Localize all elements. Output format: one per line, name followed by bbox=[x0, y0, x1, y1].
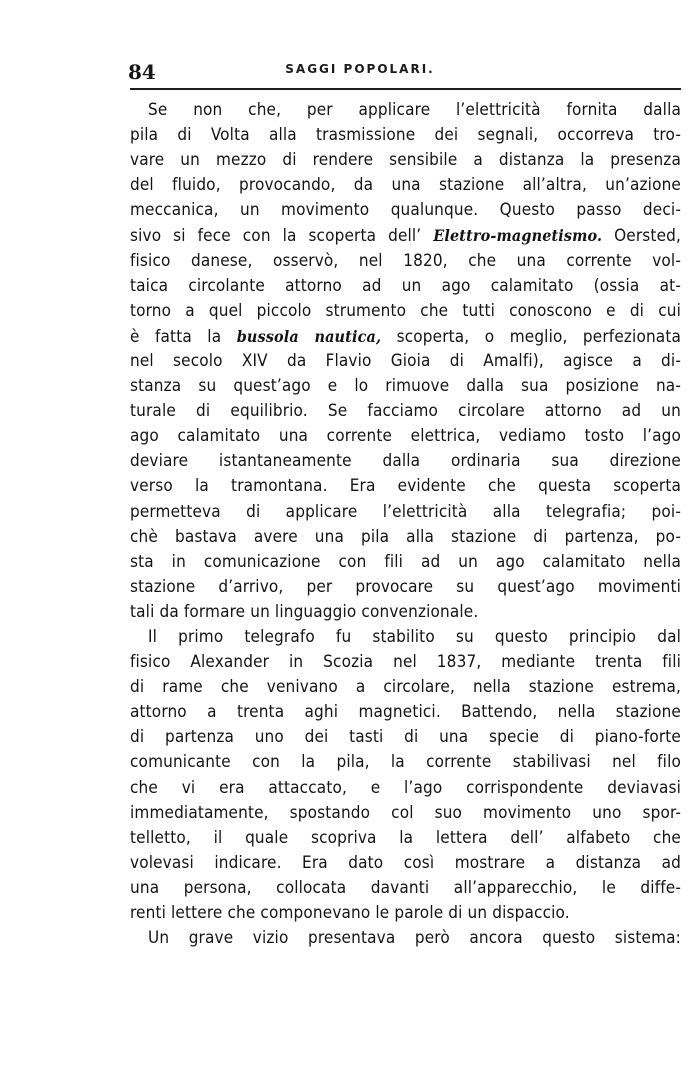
text-span: telletto, il quale scopriva la lettera dell’ alfabeto che bbox=[130, 827, 681, 848]
text-span: Un grave vizio presentava però ancora questo sistema: bbox=[148, 928, 681, 949]
text-line bbox=[130, 449, 681, 474]
text-line bbox=[130, 926, 681, 951]
text-span: di rame che venivano a circolare, nella stazione estrema, bbox=[130, 677, 681, 698]
text-line bbox=[130, 600, 681, 625]
text-line bbox=[130, 299, 681, 324]
text-span: turale di equilibrio. Se facciamo circolare attorno ad un bbox=[130, 401, 681, 422]
text-span: comunicante con la pila, la corrente stabilivasi nel filo bbox=[130, 752, 681, 773]
text-line bbox=[130, 399, 681, 424]
text-span: sta in comunicazione con fili ad un ago calamitato nella bbox=[130, 551, 681, 572]
text-line bbox=[130, 901, 681, 926]
text-line bbox=[130, 750, 681, 775]
header-rule bbox=[130, 88, 681, 90]
text-span: Se non che, per applicare l’elettricità fornita dalla bbox=[148, 100, 681, 120]
text-line bbox=[130, 500, 681, 525]
text-span: sivo si fece con la scoperta dell’ bbox=[130, 226, 434, 247]
text-span: tali da formare un linguaggio convenzionale. bbox=[130, 601, 479, 622]
text-span: renti lettere che componevano le parole di un dispaccio. bbox=[130, 903, 570, 923]
text-span: del fluido, provocando, da una stazione all’altra, un’azione bbox=[130, 175, 681, 196]
text-line bbox=[130, 249, 681, 274]
text-line bbox=[130, 123, 681, 148]
text-span: di partenza uno dei tasti di una specie di piano-forte bbox=[130, 727, 681, 748]
text-line bbox=[130, 575, 681, 600]
italic-phrase: Elettro-magnetismo. bbox=[433, 226, 603, 246]
text-span: vare un mezzo di rendere sensibile a distanza la presenza bbox=[130, 150, 681, 171]
text-line bbox=[130, 725, 681, 750]
text-span: fisico Alexander in Scozia nel 1837, mediante trenta fili bbox=[130, 652, 681, 673]
text-line bbox=[130, 274, 681, 299]
text-line bbox=[130, 525, 681, 550]
text-line bbox=[130, 223, 681, 248]
text-line bbox=[130, 700, 681, 725]
text-line bbox=[130, 675, 681, 700]
italic-phrase: bussola nautica, bbox=[236, 326, 382, 346]
body-text bbox=[130, 98, 681, 951]
text-line bbox=[130, 625, 681, 650]
text-line bbox=[130, 349, 681, 374]
text-span: fisico danese, osservò, nel 1820, che una corrente vol- bbox=[130, 250, 681, 271]
text-span: è fatta la bbox=[130, 326, 237, 347]
text-span: attorno a trenta aghi magnetici. Battendo, nella stazione bbox=[130, 702, 681, 723]
text-span: verso la tramontana. Era evidente che questa scoperta bbox=[130, 476, 681, 497]
text-span: deviare istantaneamente dalla ordinaria sua direzione bbox=[130, 451, 681, 472]
text-span: scoperta, o meglio, perfezionata bbox=[381, 326, 681, 347]
text-span: pila di Volta alla trasmissione dei segnali, occorreva tro- bbox=[130, 125, 681, 146]
text-span: chè bastava avere una pila alla stazione di partenza, po- bbox=[130, 526, 681, 547]
text-line bbox=[130, 474, 681, 499]
text-span: meccanica, un movimento qualunque. Questo passo deci- bbox=[130, 200, 681, 221]
text-span: Oersted, bbox=[602, 226, 681, 247]
text-span: stanza su quest’ago e lo rimuove dalla sua posizione na- bbox=[130, 376, 681, 397]
text-span: che vi era attaccato, e l’ago corrispondente deviavasi bbox=[130, 777, 681, 798]
text-line bbox=[130, 550, 681, 575]
text-span: Il primo telegrafo fu stabilito su questo principio dal bbox=[148, 626, 681, 647]
text-line bbox=[130, 198, 681, 223]
text-line bbox=[130, 776, 681, 801]
text-span: una persona, collocata davanti all’apparecchio, le diffe- bbox=[130, 877, 681, 898]
text-line bbox=[130, 876, 681, 901]
text-span: taica circolante attorno ad un ago calamitato (ossia at- bbox=[130, 275, 681, 296]
text-span: permetteva di applicare l’elettricità alla telegrafia; poi- bbox=[130, 501, 681, 522]
text-span: ago calamitato una corrente elettrica, vediamo tosto l’ago bbox=[130, 426, 681, 447]
text-line bbox=[130, 826, 681, 851]
text-line bbox=[130, 148, 681, 173]
text-line bbox=[130, 173, 681, 198]
page-number: 84 bbox=[128, 60, 156, 84]
text-line bbox=[130, 374, 681, 399]
text-line bbox=[130, 650, 681, 675]
text-span: volevasi indicare. Era dato così mostrare a distanza ad bbox=[130, 852, 681, 873]
text-span: nel secolo XIV da Flavio Gioia di Amalfi), agisce a di- bbox=[130, 350, 681, 371]
text-line bbox=[130, 801, 681, 826]
text-line bbox=[130, 424, 681, 449]
running-title: SAGGI POPOLARI. bbox=[285, 62, 435, 76]
text-line bbox=[130, 98, 681, 123]
text-line bbox=[130, 851, 681, 876]
text-line bbox=[130, 324, 681, 349]
text-span: immediatamente, spostando col suo movimento uno spor- bbox=[130, 802, 681, 823]
text-span: torno a quel piccolo strumento che tutti conoscono e di cui bbox=[130, 300, 681, 321]
text-span: stazione d’arrivo, per provocare su quest’ago movimenti bbox=[130, 576, 681, 597]
